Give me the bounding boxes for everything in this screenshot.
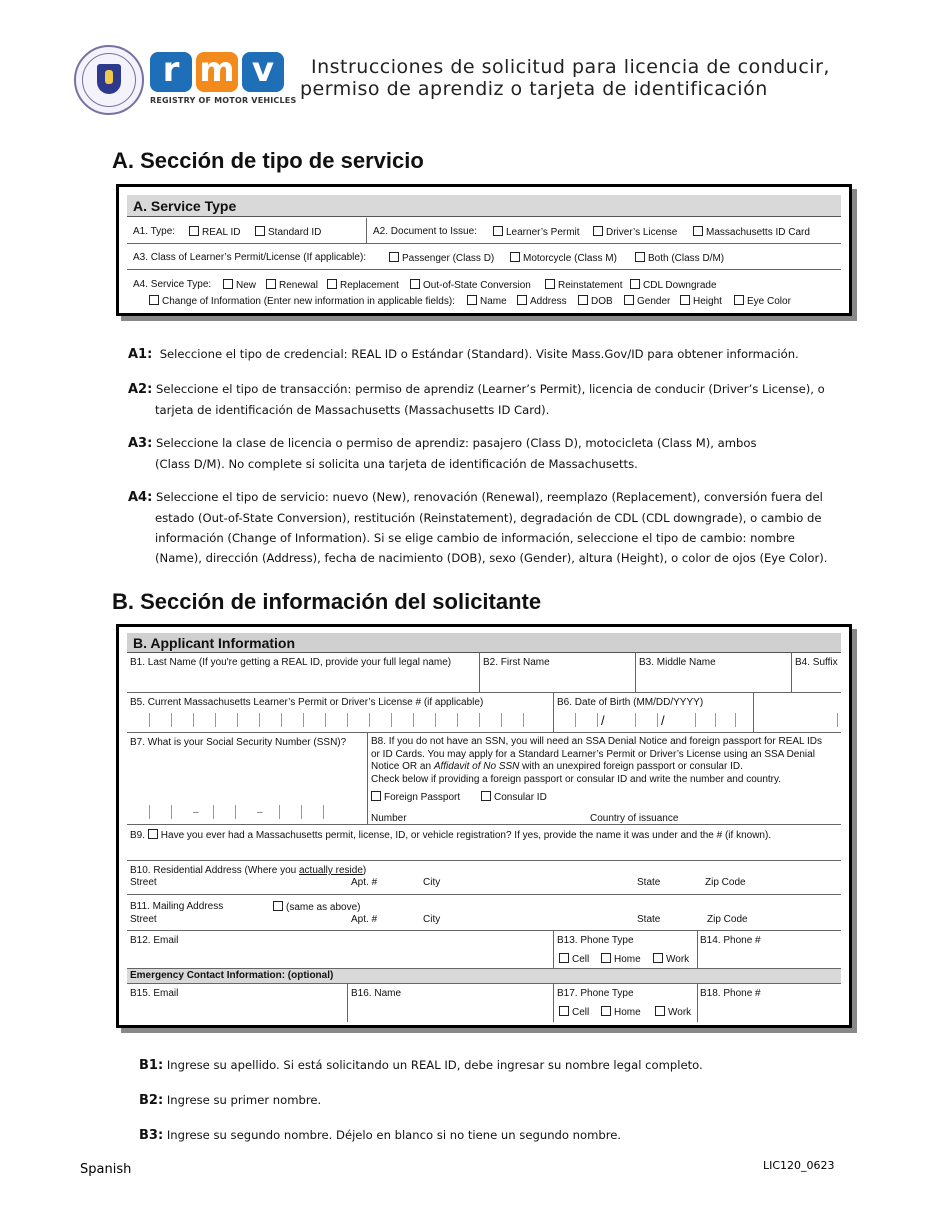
a4-option-new[interactable]: New [223,279,256,291]
a4-option-reinstatement[interactable]: Reinstatement [545,279,622,291]
checkbox[interactable] [493,226,503,236]
a2-label: A2. Document to Issue: [373,226,477,237]
change-option-eye-color[interactable]: Eye Color [734,295,791,307]
instruction-b2: B2: Ingrese su primer nombre. [139,1093,322,1108]
b17-option-home[interactable]: Home [601,1006,641,1018]
checkbox[interactable] [624,295,634,305]
b10-city-label: City [423,877,441,888]
b17-option-cell[interactable]: Cell [559,1006,589,1018]
b13-phone-type-label: B13. Phone Type [557,935,634,946]
a2-option-ma-id-card[interactable]: Massachusetts ID Card [693,226,810,238]
b8-number-label: Number [371,813,407,824]
checkbox[interactable] [481,791,491,801]
footer-form-code: LIC120_0623 [763,1159,835,1172]
b11-street-label: Street [130,914,157,925]
section-b-heading: B. Sección de información del solicitante [112,589,542,614]
b2-first-name-label: B2. First Name [483,657,550,668]
b13-option-cell[interactable]: Cell [559,953,589,965]
instruction-a2: A2: Seleccione el tipo de transacción: permiso de aprendiz (Learner’s Permit), licencia de conducir (Driver’s License), o tarjeta de identificación de Massachusetts (Massachusetts ID Card). [128,382,825,417]
logo-letter-v: v [242,52,284,92]
instruction-b1: B1: Ingrese su apellido. Si está solicitando un REAL ID, debe ingresar su nombre legal completo. [139,1058,703,1073]
a3-label: A3. Class of Learner’s Permit/License (If applicable): [133,252,367,263]
a4-row [127,270,841,308]
checkbox[interactable] [693,226,703,236]
checkbox[interactable] [601,1006,611,1016]
b9-row[interactable] [127,825,841,861]
service-type-form [116,184,852,316]
a2-option-drivers-license[interactable]: Driver’s License [593,226,677,238]
checkbox[interactable] [559,953,569,963]
checkbox[interactable] [266,279,276,289]
ssn-row[interactable] [127,733,841,825]
checkbox[interactable] [327,279,337,289]
checkbox[interactable] [545,279,555,289]
dob-slash-1: / [601,713,605,728]
instruction-a4: A4: Seleccione el tipo de servicio: nuevo (New), renovación (Renewal), reemplazo (Replacement), conversión fuera del estado (Out-of-State Conversion), restitución (Reinstatement), degradación de CDL (CDL downgrade), o cambio de información (Change of Information). Si se elige cambio de información, seleccione el tipo de cambio: nombre (Name), dirección (Address), fecha de nacimiento (DOB), sexo (Gender), altura (Height), o color de ojos (Eye Color). [128,490,828,565]
b17-option-work[interactable]: Work [655,1006,691,1018]
instruction-a1: A1: Seleccione el tipo de credencial: REAL ID o Estándar (Standard). Visite Mass.Gov/ID para obtener información. [128,347,799,362]
checkbox[interactable] [578,295,588,305]
license-dob-row[interactable] [127,693,841,733]
massachusetts-seal [74,45,144,115]
checkbox[interactable] [653,953,663,963]
checkbox[interactable] [410,279,420,289]
b8-no-ssn-instructions: B8. If you do not have an SSN, you will need an SSA Denial Notice and foreign passport for REAL IDs or ID Cards. You may apply for a Standard Learner’s Permit or Driver’s License using an SSA Denial Notice OR an Affidavit of No SSN with an unexpired foreign passport or consular ID. Check below if providing a foreign passport or consular ID and write the number and country. [371,736,822,785]
b10-zip-label: Zip Code [705,877,746,888]
checkbox[interactable] [630,279,640,289]
checkbox[interactable] [189,226,199,236]
contact-row[interactable] [127,931,841,969]
title-line-1: Instrucciones de solicitud para licencia de conducir, [311,56,830,78]
change-option-height[interactable]: Height [680,295,722,307]
name-row[interactable] [127,653,841,693]
checkbox[interactable] [593,226,603,236]
logo-subtitle: REGISTRY OF MOTOR VEHICLES [150,96,297,105]
checkbox[interactable] [255,226,265,236]
logo-letter-m: m [196,52,238,92]
b12-email-label: B12. Email [130,935,179,946]
b10-apt-label: Apt. # [351,877,378,888]
checkbox[interactable] [734,295,744,305]
b8-option-consular-id[interactable]: Consular ID [481,791,547,803]
checkbox[interactable] [655,1006,665,1016]
b10-state-label: State [637,877,661,888]
a4-option-cdl-downgrade[interactable]: CDL Downgrade [630,279,717,291]
b6-date-of-birth-label: B6. Date of Birth (MM/DD/YYYY) [557,697,704,708]
ssn-dash-1: – [193,807,199,818]
b11-state-label: State [637,914,661,925]
b13-option-work[interactable]: Work [653,953,689,965]
checkbox[interactable] [149,295,159,305]
section-a-heading: A. Sección de tipo de servicio [112,148,424,173]
b11-mailing-address-label: B11. Mailing Address [130,901,224,912]
a1-option-standard-id[interactable]: Standard ID [255,226,321,238]
checkbox[interactable] [635,252,645,262]
a4-option-replacement[interactable]: Replacement [327,279,399,291]
a1-label: A1. Type: [133,226,176,237]
a2-option-learners-permit[interactable]: Learner’s Permit [493,226,580,238]
emergency-contact-row[interactable] [127,984,841,1022]
b7-ssn-label: B7. What is your Social Security Number (SSN)? [130,737,347,748]
b8-option-foreign-passport[interactable]: Foreign Passport [371,791,460,803]
b5-license-number-label: B5. Current Massachusetts Learner’s Permit or Driver’s License # (if applicable) [130,697,484,708]
title-line-2: permiso de aprendiz o tarjeta de identificación [300,78,768,100]
b1-last-name-label: B1. Last Name (If you're getting a REAL ID, provide your full legal name) [130,657,452,668]
b3-middle-name-label: B3. Middle Name [639,657,716,668]
b16-name-label: B16. Name [351,988,402,999]
emergency-contact-title: Emergency Contact Information: (optional) [130,970,334,981]
b11-same-as-above[interactable]: (same as above) [273,901,360,913]
a3-option-passenger[interactable]: Passenger (Class D) [389,252,494,264]
logo-letter-r: r [150,52,192,92]
dob-slash-2: / [661,713,665,728]
b17-phone-type-label: B17. Phone Type [557,988,634,999]
service-type-form-title: A. Service Type [127,195,841,217]
b11-zip-label: Zip Code [707,914,748,925]
a4-label: A4. Service Type: [133,279,212,290]
change-option-gender[interactable]: Gender [624,295,670,307]
a1-option-real-id[interactable]: REAL ID [189,226,241,238]
change-option-address[interactable]: Address [517,295,567,307]
b15-email-label: B15. Email [130,988,179,999]
ssn-dash-2: – [257,807,263,818]
a4-change-of-information[interactable]: Change of Information (Enter new information in applicable fields): [149,295,455,307]
checkbox[interactable] [601,953,611,963]
checkbox[interactable] [389,252,399,262]
a4-option-renewal[interactable]: Renewal [266,279,318,291]
residential-address-row[interactable] [127,861,841,895]
a4-option-out-of-state[interactable]: Out-of-State Conversion [410,279,531,291]
b10-residential-address-label: B10. Residential Address (Where you actually reside) [130,865,367,876]
checkbox[interactable] [510,252,520,262]
change-option-name[interactable]: Name [467,295,507,307]
instruction-a3: A3: Seleccione la clase de licencia o permiso de aprendiz: pasajero (Class D), motocicleta (Class M), ambos (Class D/M). No complete si solicita una tarjeta de identificación de Massachusetts. [128,436,757,471]
b10-street-label: Street [130,877,157,888]
footer-language: Spanish [80,1162,132,1177]
mailing-address-row[interactable] [127,895,841,931]
change-option-dob[interactable]: DOB [578,295,613,307]
checkbox[interactable] [467,295,477,305]
a3-option-both[interactable]: Both (Class D/M) [635,252,724,264]
b4-suffix-label: B4. Suffix [795,657,838,668]
b14-phone-number-label: B14. Phone # [700,935,761,946]
applicant-form-title: B. Applicant Information [127,633,841,653]
a3-row [127,244,841,270]
checkbox[interactable] [680,295,690,305]
b9-previous-credential[interactable]: B9. Have you ever had a Massachusetts permit, license, ID, or vehicle registration? If yes, provide the name it was under and the # (if known). [130,830,772,841]
b8-country-label: Country of issuance [590,813,679,824]
checkbox[interactable] [273,901,283,911]
checkbox[interactable] [517,295,527,305]
b11-apt-label: Apt. # [351,914,378,925]
b11-city-label: City [423,914,441,925]
document-title [300,56,830,100]
checkbox[interactable] [148,829,158,839]
applicant-information-form [116,624,852,1028]
checkbox[interactable] [559,1006,569,1016]
b18-phone-number-label: B18. Phone # [700,988,761,999]
instruction-b3: B3: Ingrese su segundo nombre. Déjelo en blanco si no tiene un segundo nombre. [139,1128,622,1143]
checkbox[interactable] [371,791,381,801]
a1-a2-row [127,218,841,244]
emergency-contact-header [127,969,841,984]
checkbox[interactable] [223,279,233,289]
a3-option-motorcycle[interactable]: Motorcycle (Class M) [510,252,617,264]
b13-option-home[interactable]: Home [601,953,641,965]
